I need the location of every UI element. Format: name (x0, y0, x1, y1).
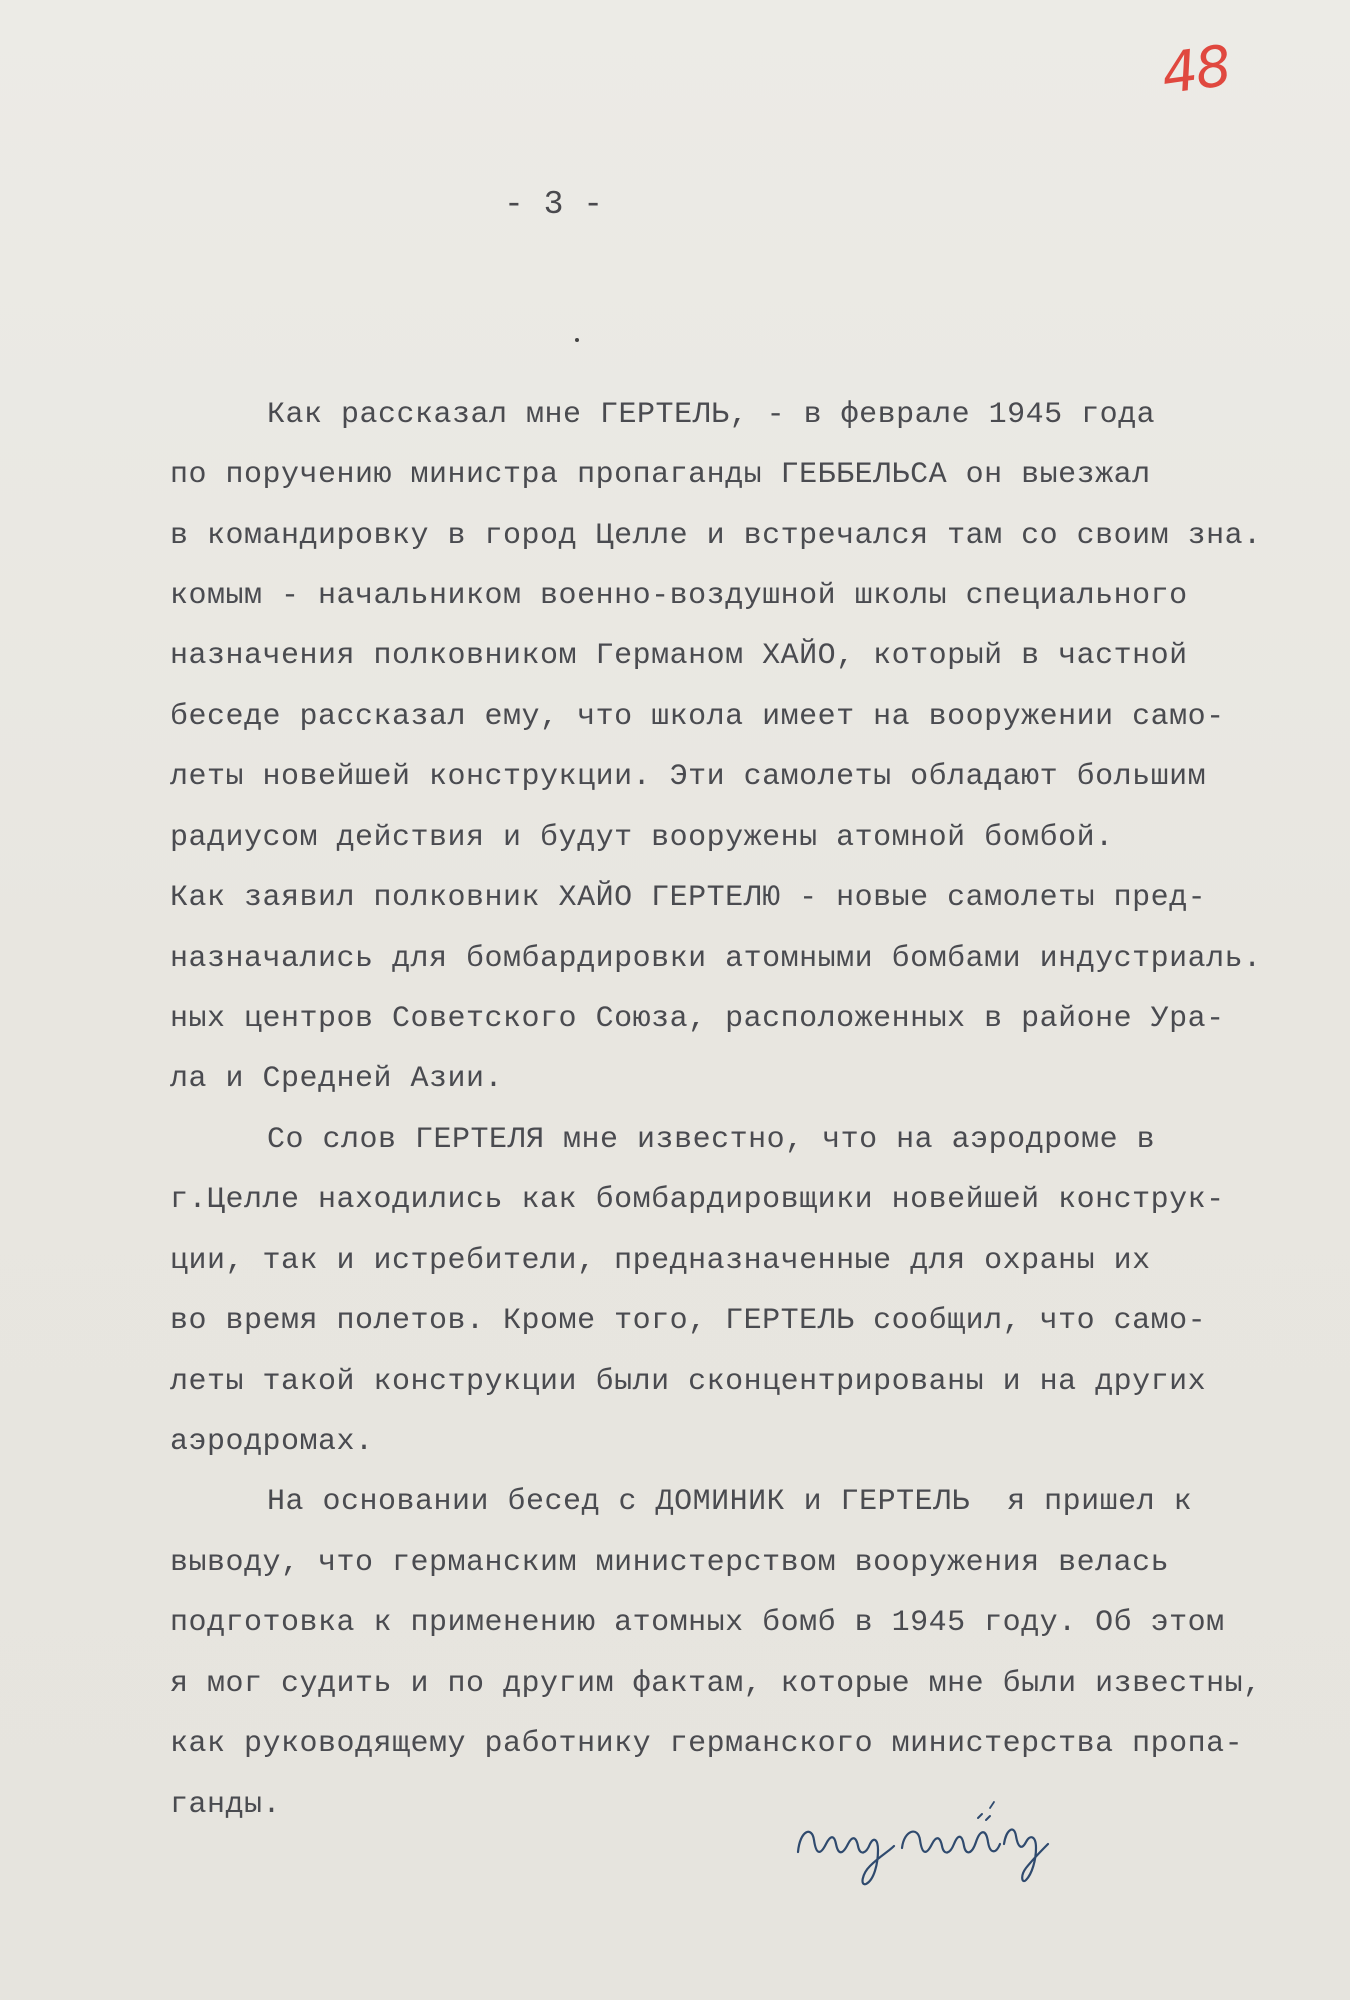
text-line: беседе рассказал ему, что школа имеет на вооружении само- (170, 700, 1225, 734)
text-line: во время полетов. Кроме того, ГЕРТЕЛЬ сообщил, что само- (170, 1304, 1207, 1338)
text-line: радиусом действия и будут вооружены атомной бомбой. (170, 821, 1114, 855)
text-line: я мог судить и по другим фактам, которые мне были известны, (170, 1667, 1262, 1701)
ink-dot (575, 338, 579, 342)
folio-number: 48 (1157, 33, 1234, 108)
text-line: ции, так и истребители, предназначенные для охраны их (170, 1244, 1151, 1278)
text-line: комым - начальником военно-воздушной школы специального (170, 579, 1188, 613)
text-line: ганды. (170, 1788, 282, 1822)
text-line: г.Целле находились как бомбардировщики новейшей конструк- (170, 1183, 1225, 1217)
text-line: Как заявил полковник ХАЙО ГЕРТЕЛЮ - новые самолеты пред- (170, 881, 1207, 915)
text-line: подготовка к применению атомных бомб в 1945 году. Об этом (170, 1606, 1225, 1640)
text-line: назначения полковником Германом ХАЙО, который в частной (170, 639, 1188, 673)
signature-icon (790, 1800, 1090, 1890)
text-line: леты такой конструкции были сконцентрированы и на других (170, 1365, 1207, 1399)
text-line: Как рассказал мне ГЕРТЕЛЬ, - в феврале 1945 года (267, 398, 1156, 432)
text-line: леты новейшей конструкции. Эти самолеты обладают большим (170, 760, 1207, 794)
text-line: ных центров Советского Союза, расположенных в районе Ура- (170, 1002, 1225, 1036)
text-line: Со слов ГЕРТЕЛЯ мне известно, что на аэродроме в (267, 1123, 1156, 1157)
text-line: в командировку в город Целле и встречался там со своим зна. (170, 519, 1262, 553)
text-line: На основании бесед с ДОМИНИК и ГЕРТЕЛЬ я пришел к (267, 1485, 1193, 1519)
text-line: выводу, что германским министерством вооружения велась (170, 1546, 1170, 1580)
text-line: по поручению министра пропаганды ГЕББЕЛЬСА он выезжал (170, 458, 1151, 492)
text-line: аэродромах. (170, 1425, 374, 1459)
text-line: назначались для бомбардировки атомными бомбами индустриаль. (170, 942, 1262, 976)
text-line: как руководящему работнику германского министерства пропа- (170, 1727, 1244, 1761)
page-number: - 3 - (504, 186, 604, 223)
text-line: ла и Средней Азии. (170, 1062, 504, 1096)
